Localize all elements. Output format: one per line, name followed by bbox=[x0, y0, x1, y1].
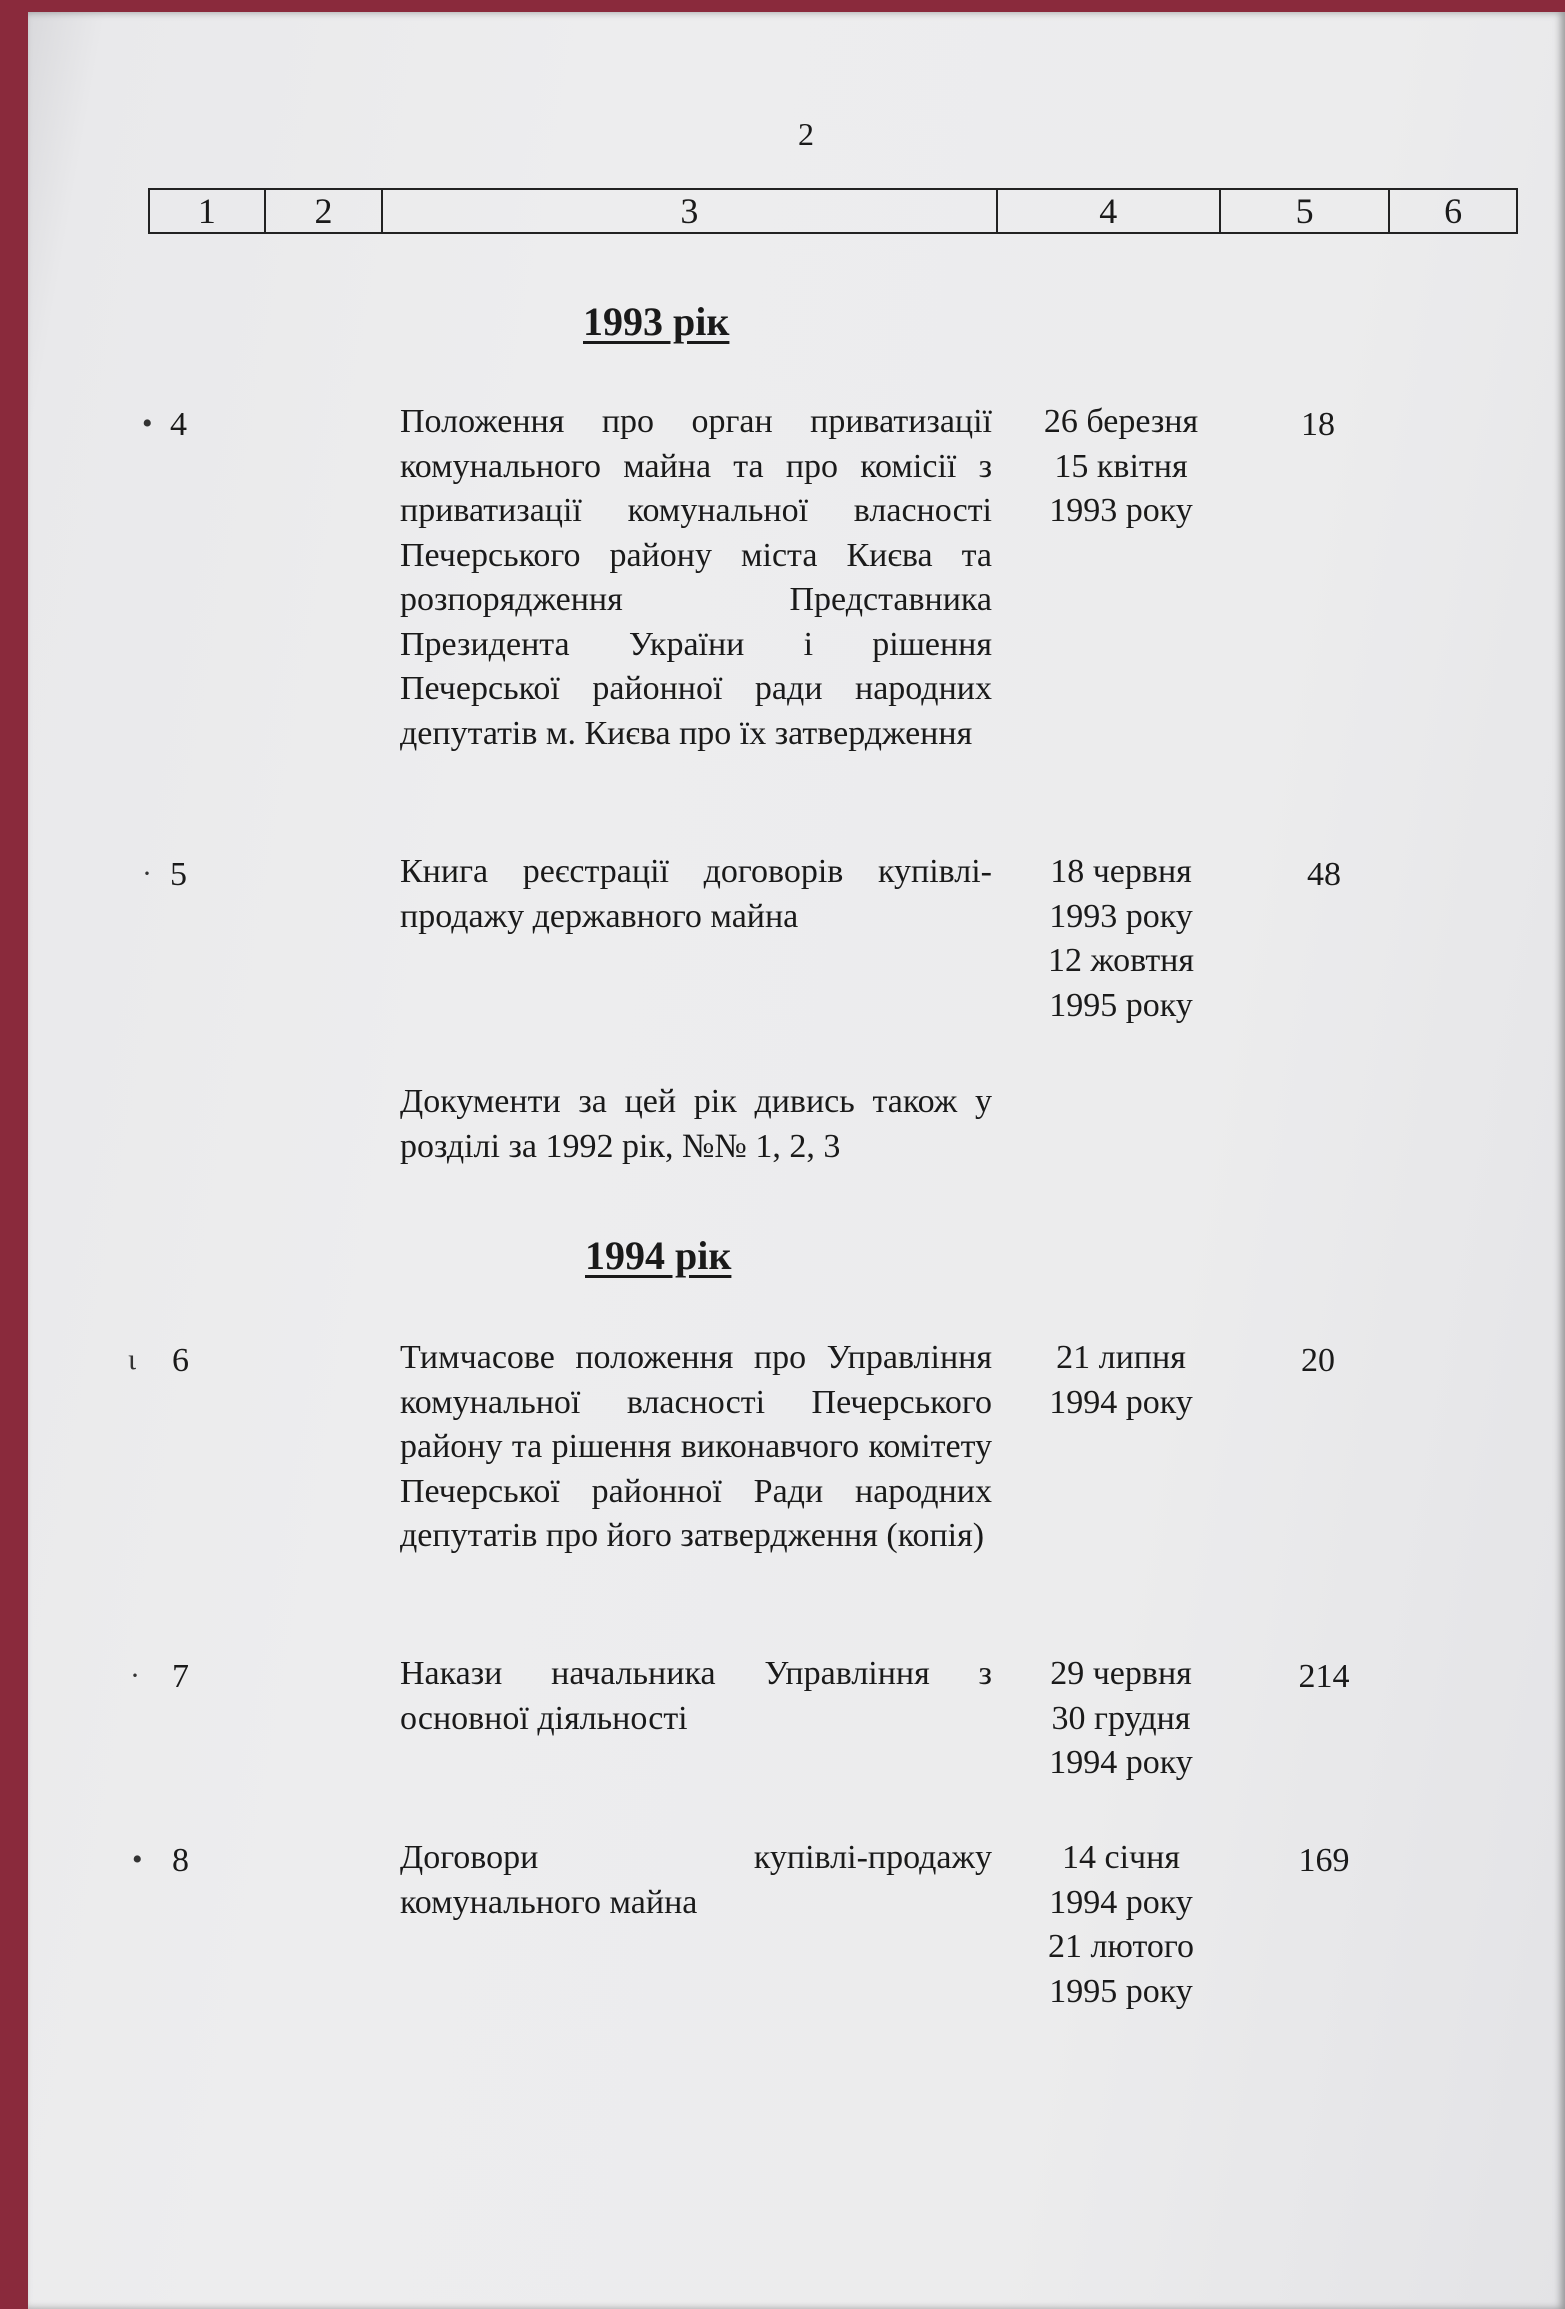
column-header-4: 4 bbox=[998, 190, 1221, 232]
entry-description: Договори купівлі-продажу комунального майна bbox=[400, 1839, 992, 1921]
entry-number: 5 bbox=[170, 856, 187, 893]
column-header-6: 6 bbox=[1444, 191, 1463, 231]
entry-dates bbox=[1016, 1336, 1226, 1425]
entry-mark: · bbox=[142, 857, 152, 890]
entry-date-line: 29 червня bbox=[1050, 1655, 1192, 1692]
entry-description: Накази начальника Управління з основної діяльності bbox=[400, 1655, 992, 1737]
entry-dates bbox=[1016, 850, 1226, 1028]
entry-sheet-count: 214 bbox=[1298, 1658, 1350, 1695]
entry-sheet-count: 18 bbox=[1301, 406, 1335, 443]
entry-date-line: 1993 року bbox=[1049, 897, 1193, 935]
entry-description: Тимчасове положення про Управління комунальної власності Печерського району та рішення виконавчого комітету Печерської районної Ради народних депутатів про його затвердження (копія) bbox=[400, 1339, 992, 1554]
entry-sheet-count: 169 bbox=[1298, 1842, 1350, 1879]
entry-mark: • bbox=[142, 407, 153, 440]
entry-dates bbox=[1016, 1652, 1226, 1786]
entry-date-line: 1993 року bbox=[1049, 492, 1193, 529]
entry-number: 6 bbox=[172, 1342, 189, 1379]
entry-date-line: 1994 року bbox=[1049, 1883, 1193, 1921]
entry-date-line: 1995 року bbox=[1049, 1972, 1193, 2010]
entry-description: Книга реєстрації договорів купівлі-продажу державного майна bbox=[400, 853, 992, 935]
column-header-2: 2 bbox=[266, 190, 384, 232]
entry-number: 4 bbox=[170, 406, 187, 443]
entry-sheet-count: 48 bbox=[1307, 856, 1341, 893]
entry-sheet-count: 20 bbox=[1301, 1342, 1335, 1379]
entry-date-line: 30 грудня bbox=[1051, 1699, 1191, 1737]
entry-mark: ι bbox=[128, 1343, 137, 1376]
entry-date-line: 21 липня bbox=[1056, 1339, 1186, 1376]
entry-date-line: 1994 року bbox=[1049, 1383, 1193, 1421]
entry-date-line: 26 березня bbox=[1043, 403, 1199, 440]
section-note: Документи за цей рік дивись також у розділі за 1992 рік, №№ 1, 2, 3 bbox=[400, 1083, 992, 1165]
entry-date-line: 12 жовтня bbox=[1047, 942, 1195, 979]
section-year-heading: 1994 рік bbox=[585, 1233, 732, 1278]
column-header-5: 5 bbox=[1221, 190, 1391, 232]
section-year-heading: 1993 рік bbox=[583, 299, 730, 344]
entry-date-line: 15 квітня bbox=[1054, 447, 1188, 485]
entry-date-line: 1994 року bbox=[1049, 1744, 1193, 1781]
entry-date-line: 21 лютого bbox=[1048, 1928, 1194, 1965]
entry-dates bbox=[1016, 400, 1226, 534]
entry-date-line: 18 червня bbox=[1050, 853, 1192, 890]
column-header-row bbox=[148, 188, 1518, 234]
document-page bbox=[28, 12, 1565, 2309]
page-number: 2 bbox=[798, 116, 814, 152]
entry-date-line: 14 січня bbox=[1062, 1839, 1180, 1876]
entry-number: 8 bbox=[172, 1842, 189, 1879]
entry-mark: • bbox=[132, 1843, 143, 1876]
column-header-3: 3 bbox=[383, 190, 997, 232]
entry-dates bbox=[1016, 1836, 1226, 2014]
entry-mark: · bbox=[130, 1659, 140, 1692]
entry-number: 7 bbox=[172, 1658, 189, 1695]
column-header-1: 1 bbox=[150, 190, 266, 232]
entry-date-line: 1995 року bbox=[1049, 986, 1193, 1024]
entry-description: Положення про орган приватизації комунального майна та про комісії з приватизації комунальної власності Печерського району міста Києва та розпорядження Представника Президента України і рішення Печерської районної ради народних депутатів м. Києва про їх затвердження bbox=[400, 403, 992, 752]
